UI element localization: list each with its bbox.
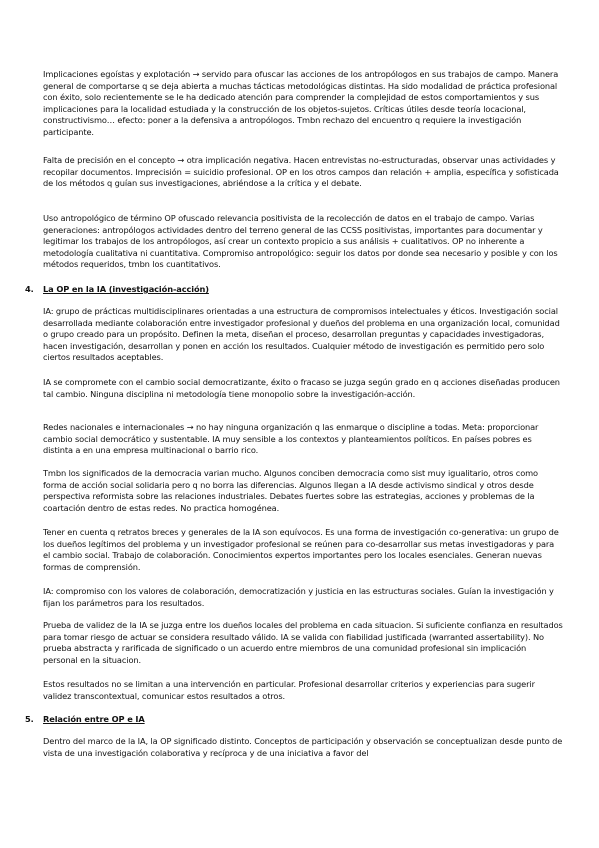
paragraph-redes-nacionales: Redes nacionales e internacionales → no hay ninguna organización q las enmarque o discipline a todas. Meta: proporcionar cambio social democrático y sustentable. IA muy sensible a los contextos y planteamientos políticos. En países pobres es distinta a en una empresa multinacional o barrio rico. <box>43 422 539 456</box>
paragraph-falta-de-precision: Falta de precisión en el concepto → otra implicación negativa. Hacen entrevistas no-estructuradas, observar unas actividades y recopilar documentos. Imprecisión = suicidio profesional. OP en los otros campos dan relación + amplia, específica y sofisticada de los métodos q guían sus investigaciones, abriéndose a la crítica y el debate. <box>43 155 559 189</box>
paragraph-estos-resultados: Estos resultados no se limitan a una intervención en particular. Profesional desarrollar criterios y experiencias para sugerir validez transcontextual, comunicar estos resultados a otros. <box>43 679 535 701</box>
section-heading-5 <box>25 714 145 726</box>
section-heading-4 <box>25 284 209 296</box>
paragraph-prueba-validez: Prueba de validez de la IA se juzga entre los dueños locales del problema en cada situacion. Si suficiente confianza en resultados para tomar riesgo de actuar se considera resultado válido. IA se valida con fiabilidad justificada (warranted assertability). No prueba abstracta y rarificada de significado o un acuerdo entre miembros de una comunidad profesional sin implicación personal en la situacion. <box>43 620 563 665</box>
paragraph-significados-democracia: Tmbn los significados de la democracia varian mucho. Algunos conciben democracia como sist muy igualitario, otros como forma de acción social solidaria pero q no borra las diferencias. Algunos llegan a IA desde activismo sindical y otros desde perspectiva reformista sobre las relaciones industriales. Debates fuertes sobre las estrategias, acciones y problemas de la coartación dentro de estas redes. No practica homogénea. <box>43 468 538 513</box>
section-title: La OP en la IA (investigación-acción) <box>43 284 209 294</box>
paragraph-ia-cambio-social: IA se compromete con el cambio social democratizante, éxito o fracaso se juzga según grado en q acciones diseñadas producen tal cambio. Ninguna disciplina ni metodología tiene monopolio sobre la investigación-acción. <box>43 377 560 399</box>
section-number: 5. <box>25 714 34 724</box>
section-title: Relación entre OP e IA <box>43 714 145 724</box>
paragraph-ia-definicion: IA: grupo de prácticas multidisciplinares orientadas a una estructura de compromisos intelectuales y éticos. Investigación social desarrollada mediante colaboración entre investigador profesional y dueños del problema en una organización local, comunidad o grupo creado para un propósito. Definen la meta, diseñan el proceso, desarrollan preguntas y capacidades investigadoras, hacen investigación, desarrollan y ponen en acción los resultados. Cualquier método de investigación es permitido pero solo ciertos resultados aceptables. <box>43 306 560 363</box>
paragraph-implicaciones-egoistas: Implicaciones egoístas y explotación → servido para ofuscar las acciones de los antropólogos en sus trabajos de campo. Manera general de comportarse q se deja abierta a muchas tácticas metodológicas distintas. Ha sido modalidad de práctica profesional con éxito, solo recientemente se le ha dedicado atención para comprender la complejidad de estos comportamientos y sus implicaciones para la localidad estudiada y la construcción de los objetos-sujetos. Críticas útiles desde teoría locacional, constructivismo… efecto: poner a la defensiva a antropólogos. Tmbn rechazo del encuentro q requiere la investigación participante. <box>43 69 559 137</box>
paragraph-retratos-ia: Tener en cuenta q retratos breces y generales de la IA son equívocos. Es una forma de investigación co-generativa: un grupo de los dueños legítimos del problema y un investigador profesional se reúnen para co-desarrollar sus metas investigadoras y para el cambio social. Trabajo de colaboración. Conocimientos expertos importantes pero los locales esenciales. Generan nuevas formas de comprensión. <box>43 527 559 572</box>
section-number: 4. <box>25 284 34 294</box>
paragraph-uso-antropologico: Uso antropológico de término OP ofuscado relevancia positivista de la recolección de datos en el trabajo de campo. Varias generaciones: antropólogos actividades dentro del terreno general de las CCSS positivistas, importantes para documentar y legitimar los trabajos de los antropólogos, así crear un contexto propicio a sus análisis + cualitativos. OP no inherente a metodología cualitativa ni cuantitativa. Compromiso antropológico: seguir los datos por donde sea necesario y posible y con los métodos requeridos, tmbn los cuantitativos. <box>43 213 558 270</box>
paragraph-ia-compromiso: IA: compromiso con los valores de colaboración, democratización y justicia en las estructuras sociales. Guían la investigación y fijan los parámetros para los resultados. <box>43 586 554 608</box>
paragraph-dentro-del-marco: Dentro del marco de la IA, la OP significado distinto. Conceptos de participación y observación se conceptualizan desde punto de vista de una investigación colaborativa y recíproca y de una iniciativa a favor del <box>43 736 563 758</box>
